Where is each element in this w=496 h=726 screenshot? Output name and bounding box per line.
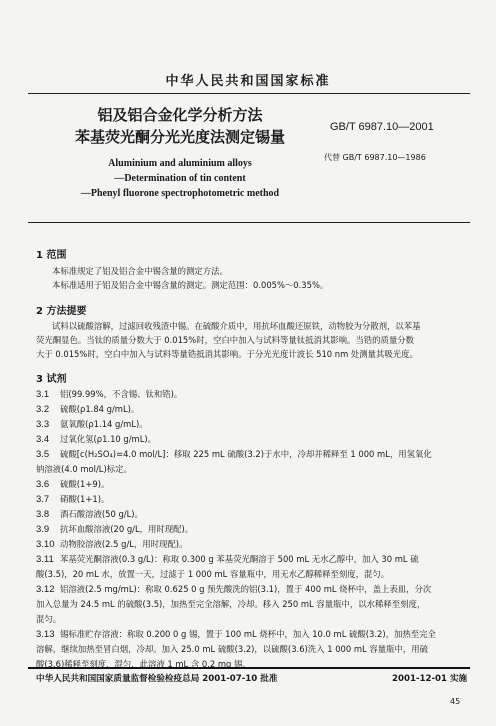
reagent-item bbox=[36, 538, 187, 551]
paragraph-line: 试料以硫酸溶解，过滤回收残渣中锡。在硫酸介质中，用抗坏血酸还原铁，动物胶为分散剂，以苯基 bbox=[52, 321, 421, 331]
paragraph-line: 大于 0.015%时，空白中加入与试料等量锆抵消其影响。于分光光度计波长 510 nm 处测量其吸光度。 bbox=[36, 349, 418, 359]
header-rule bbox=[28, 93, 470, 94]
paragraph-line: 本标准规定了铝及铝合金中锡含量的测定方法。 bbox=[52, 266, 228, 276]
nation-standard-title: 中华人民共和国国家标准 bbox=[165, 74, 331, 89]
page-number: 45 bbox=[450, 697, 461, 706]
reagent-number: 3.5 bbox=[36, 449, 50, 460]
reagent-number: 3.11 bbox=[36, 554, 54, 565]
reagent-item bbox=[36, 493, 109, 506]
paragraph-line: 本标准适用于铝及铝合金中锡含量的测定。测定范围：0.005%～0.35%。 bbox=[52, 280, 329, 290]
reagent-number: 3.7 bbox=[36, 494, 50, 505]
section-heading-reagents: 3 试剂 bbox=[36, 374, 67, 385]
paragraph-line: 荧光酮显色。当钛的质量分数大于 0.015%时，空白中加入与试料等量钛抵消其影响。当锆的质量分数 bbox=[36, 335, 414, 345]
reagent-text: 硫酸(ρ1.84 g/mL)。 bbox=[60, 404, 140, 414]
reagent-continuation: 混匀。 bbox=[36, 614, 62, 624]
approval-note: 中华人民共和国国家质量监督检验检疫总局 2001-07-10 批准 bbox=[36, 674, 278, 684]
reagent-continuation: 钠溶液(4.0 mol/L)标定。 bbox=[36, 464, 132, 474]
reagent-item bbox=[36, 448, 432, 461]
reagent-text: 硫酸[c(H₂SO₄)=4.0 mol/L]：移取 225 mL 硫酸(3.2)于水中，冷却并稀释至 1 000 mL，用氢氧化 bbox=[60, 449, 432, 459]
reagent-text: 苯基荧光酮溶液(0.3 g/L)：称取 0.300 g 苯基荧光酮溶于 500 mL 无水乙醇中，加入 30 mL 硫 bbox=[60, 554, 419, 564]
reagent-text: 铝溶液(2.5 mg/mL)：称取 0.625 0 g 预先酸洗的铝(3.1)，置于 400 mL 烧杯中，盖上表皿，分次 bbox=[60, 584, 432, 594]
reagent-number: 3.10 bbox=[36, 539, 55, 550]
document-title-line2: 苯基荧光酮分光光度法测定锡量 bbox=[74, 128, 285, 146]
footer-rule bbox=[28, 667, 470, 669]
english-title-line3: —Phenyl fluorone spectrophotometric method bbox=[80, 188, 280, 199]
reagent-continuation: 溶解，继续加热至冒白烟，冷却。加入 25.0 mL 硫酸(3.2)，以硫酸(3.6)洗入 1 000 mL 容量瓶中，用硫 bbox=[36, 644, 428, 654]
reagent-text: 氨氧酸(ρ1.14 g/mL)。 bbox=[60, 419, 148, 429]
reagent-text: 硫酸(1+9)。 bbox=[60, 479, 110, 489]
document-title-line1: 铝及铝合金化学分析方法 bbox=[97, 106, 263, 124]
title-separator-rule bbox=[28, 222, 470, 223]
reagent-number: 3.3 bbox=[36, 419, 50, 430]
reagent-continuation: 酸(3.6)稀释至刻度，混匀，此溶液 1 mL 含 0.2 mg 锡。 bbox=[36, 659, 251, 669]
reagent-number: 3.12 bbox=[36, 584, 55, 595]
replaces-note: 代替 GB/T 6987.10—1986 bbox=[324, 153, 426, 162]
implementation-date: 2001-12-01 实施 bbox=[392, 674, 468, 684]
reagent-text: 硝酸(1+1)。 bbox=[60, 494, 110, 504]
reagent-item bbox=[36, 403, 139, 416]
reagent-item bbox=[36, 388, 182, 401]
section-heading-scope: 1 范围 bbox=[36, 250, 67, 261]
reagent-item bbox=[36, 418, 148, 431]
english-title-line1: Aluminium and aluminium alloys bbox=[108, 158, 252, 169]
reagent-text: 酒石酸溶液(50 g/L)。 bbox=[60, 509, 143, 519]
reagent-text: 过氧化氢(ρ1.10 g/mL)。 bbox=[60, 434, 156, 444]
reagent-text: 抗坏血酸溶液(20 g/L，用时现配)。 bbox=[60, 524, 194, 534]
reagent-item bbox=[36, 433, 156, 446]
reagent-continuation: 酸(3.5)，20 mL 水，放置一天，过滤于 1 000 mL 容量瓶中，用无水乙醇稀释至刻度，混匀。 bbox=[36, 569, 390, 579]
reagent-item bbox=[36, 508, 143, 521]
reagent-item bbox=[36, 583, 431, 596]
reagent-number: 3.13 bbox=[36, 629, 55, 640]
reagent-number: 3.4 bbox=[36, 434, 50, 445]
reagent-text: 动物胶溶液(2.5 g/L，用时现配)。 bbox=[60, 539, 188, 549]
reagent-item bbox=[36, 523, 193, 536]
reagent-number: 3.2 bbox=[36, 404, 50, 415]
reagent-number: 3.9 bbox=[36, 524, 50, 535]
reagent-number: 3.6 bbox=[36, 479, 50, 490]
standard-number: GB/T 6987.10—2001 bbox=[330, 121, 434, 133]
reagent-text: 锡标准贮存溶液：称取 0.200 0 g 锡，置于 100 mL 烧杯中，加入 10.0 mL 硫酸(3.2)，加热至完全 bbox=[60, 629, 436, 639]
reagent-continuation: 加入总量为 24.5 mL 的硫酸(3.5)，加热至完全溶解，冷却。移入 250 mL 容量瓶中，以水稀释至刻度， bbox=[36, 599, 426, 609]
section-heading-principle: 2 方法提要 bbox=[36, 306, 87, 317]
reagent-number: 3.1 bbox=[36, 389, 50, 400]
reagent-item bbox=[36, 478, 109, 491]
reagent-item bbox=[36, 553, 419, 566]
reagent-text: 铝(99.99%，不含锡、钛和锆)。 bbox=[60, 389, 183, 399]
reagent-number: 3.8 bbox=[36, 509, 50, 520]
reagent-item bbox=[36, 628, 436, 641]
english-title-line2: —Determination of tin content bbox=[114, 173, 246, 184]
